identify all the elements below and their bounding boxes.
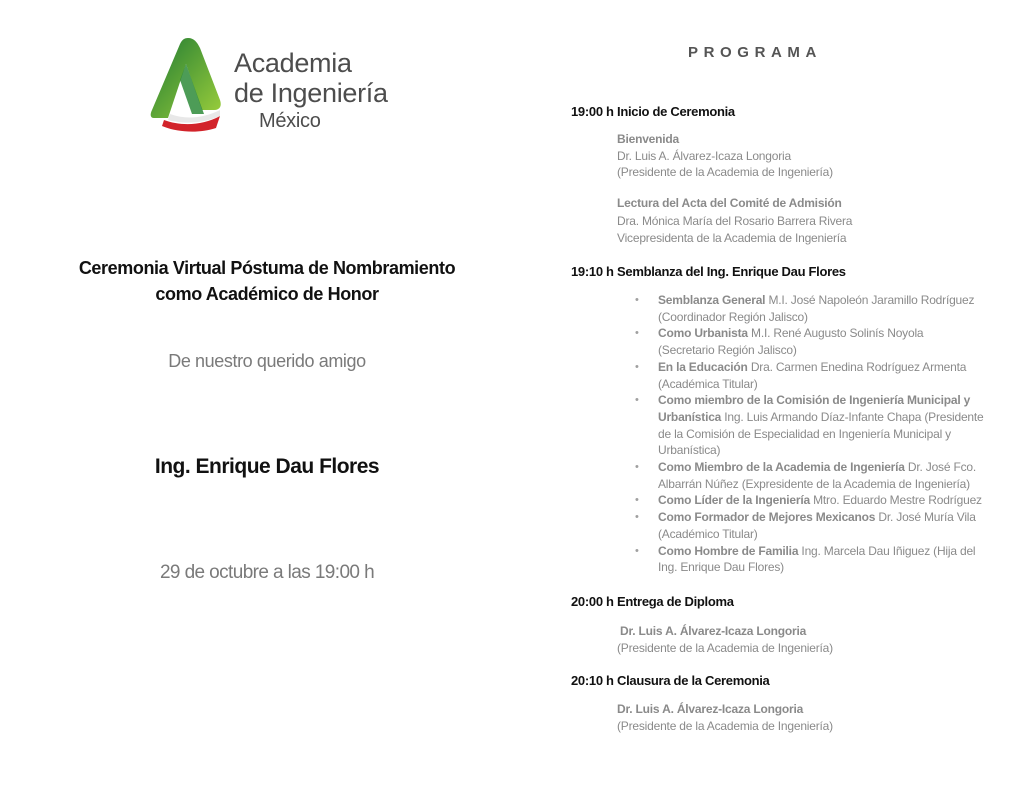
tribute-speaker: Dra. Carmen Enedina Rodríguez Armenta (747, 359, 967, 374)
slot-2000-heading: 20:00 h Entrega de Diploma (571, 594, 734, 609)
tribute-speaker: Mtro. Eduardo Mestre Rodríguez (809, 493, 982, 508)
acta-speaker-name: Dra. Mónica María del Rosario Barrera Rivera (617, 213, 853, 228)
logo-text-mexico: México (259, 110, 321, 132)
tribute-title: Como Miembro de la Academia de Ingeniería (658, 460, 905, 475)
tribute-title: Como miembro de la Comisión de Ingeniería Municipal y (658, 393, 971, 408)
tribute-title-cont: Urbanística (658, 409, 722, 424)
tribute-role: de la Comisión de Especialidad en Ingeniería Municipal y (658, 426, 951, 441)
logo-text-ingenieria: de Ingeniería (234, 78, 388, 108)
welcome-title: Bienvenida (617, 132, 680, 146)
slot-2010-heading: 20:10 h Clausura de la Ceremonia (571, 673, 770, 688)
ceremony-title-line1: Ceremonia Virtual Póstuma de Nombramiento (78, 258, 456, 278)
tribute-role: (Secretario Región Jalisco) (658, 343, 797, 358)
logo-triangle-icon (150, 34, 230, 134)
logo-text-academia: Academia (234, 48, 352, 78)
list-item (635, 543, 995, 576)
tribute-role: Ing. Enrique Dau Flores) (658, 560, 784, 575)
welcome-block (617, 131, 833, 181)
tribute-title: Semblanza General (658, 293, 766, 307)
closing-speaker-role: (Presidente de la Academia de Ingeniería) (617, 718, 833, 733)
bullet-icon: • (635, 394, 639, 407)
slot-1910-heading: 19:10 h Semblanza del Ing. Enrique Dau Flores (571, 264, 846, 279)
ceremony-title (30, 255, 504, 307)
tribute-speaker: Ing. Luis Armando Díaz-Infante Chapa (Presidente (721, 409, 984, 424)
tribute-role: (Académica Titular) (658, 376, 758, 391)
tribute-speaker: M.I. René Augusto Solinís Noyola (747, 326, 924, 341)
list-item (635, 459, 995, 492)
bullet-icon: • (635, 327, 639, 340)
diploma-presenter-role: (Presidente de la Academia de Ingeniería) (617, 640, 833, 655)
list-item (635, 509, 995, 542)
ceremony-title-line2: como Académico de Honor (155, 284, 379, 304)
friend-subtitle: De nuestro querido amigo (168, 351, 366, 371)
tribute-speaker: Ing. Marcela Dau Iñiguez (Hija del (798, 543, 976, 558)
bullet-icon: • (635, 494, 639, 507)
bullet-icon: • (635, 360, 639, 373)
welcome-speaker-name: Dr. Luis A. Álvarez-Icaza Longoria (617, 148, 791, 163)
closing-speaker-name: Dr. Luis A. Álvarez-Icaza Longoria (617, 702, 804, 716)
bullet-icon: • (635, 461, 639, 474)
honoree-name: Ing. Enrique Dau Flores (154, 455, 380, 478)
list-item (635, 359, 995, 392)
tribute-speaker: Dr. José Fco. (904, 460, 976, 475)
list-item (635, 492, 995, 509)
tribute-speaker: Dr. José Muría Vila (875, 510, 976, 525)
tribute-title: Como Formador de Mejores Mexicanos (658, 510, 876, 525)
tribute-role: Albarrán Núñez (Expresidente de la Academia de Ingeniería) (658, 476, 970, 491)
tribute-role-cont: Urbanística) (658, 443, 721, 458)
tribute-title: En la Educación (658, 359, 748, 374)
tribute-title: Como Urbanista (658, 326, 748, 341)
welcome-speaker-role: (Presidente de la Academia de Ingeniería) (617, 165, 833, 179)
list-item (635, 392, 995, 459)
acta-block (617, 195, 852, 248)
closing-block (617, 701, 833, 734)
bullet-icon: • (635, 511, 639, 524)
tribute-list (635, 292, 995, 576)
event-date: 29 de octubre a las 19:00 h (159, 562, 375, 583)
tribute-title: Como Hombre de Familia (658, 543, 799, 558)
academia-logo (150, 34, 388, 134)
tribute-role: (Académico Titular) (658, 526, 758, 541)
tribute-title: Como Líder de la Ingeniería (658, 493, 810, 508)
program-heading: PROGRAMA (688, 44, 822, 61)
bullet-icon: • (635, 294, 639, 306)
diploma-presenter-name: Dr. Luis A. Álvarez-Icaza Longoria (620, 624, 807, 638)
tribute-speaker: M.I. José Napoleón Jaramillo Rodríguez (765, 293, 975, 307)
slot-1900-heading: 19:00 h Inicio de Ceremonia (571, 104, 735, 119)
list-item (635, 292, 995, 325)
list-item (635, 325, 995, 358)
diploma-block (617, 623, 833, 656)
tribute-role: (Coordinador Región Jalisco) (658, 309, 808, 324)
acta-title: Lectura del Acta del Comité de Admisión (617, 196, 842, 210)
acta-speaker-role: Vicepresidenta de la Academia de Ingeniería (617, 231, 847, 245)
bullet-icon: • (635, 544, 639, 557)
